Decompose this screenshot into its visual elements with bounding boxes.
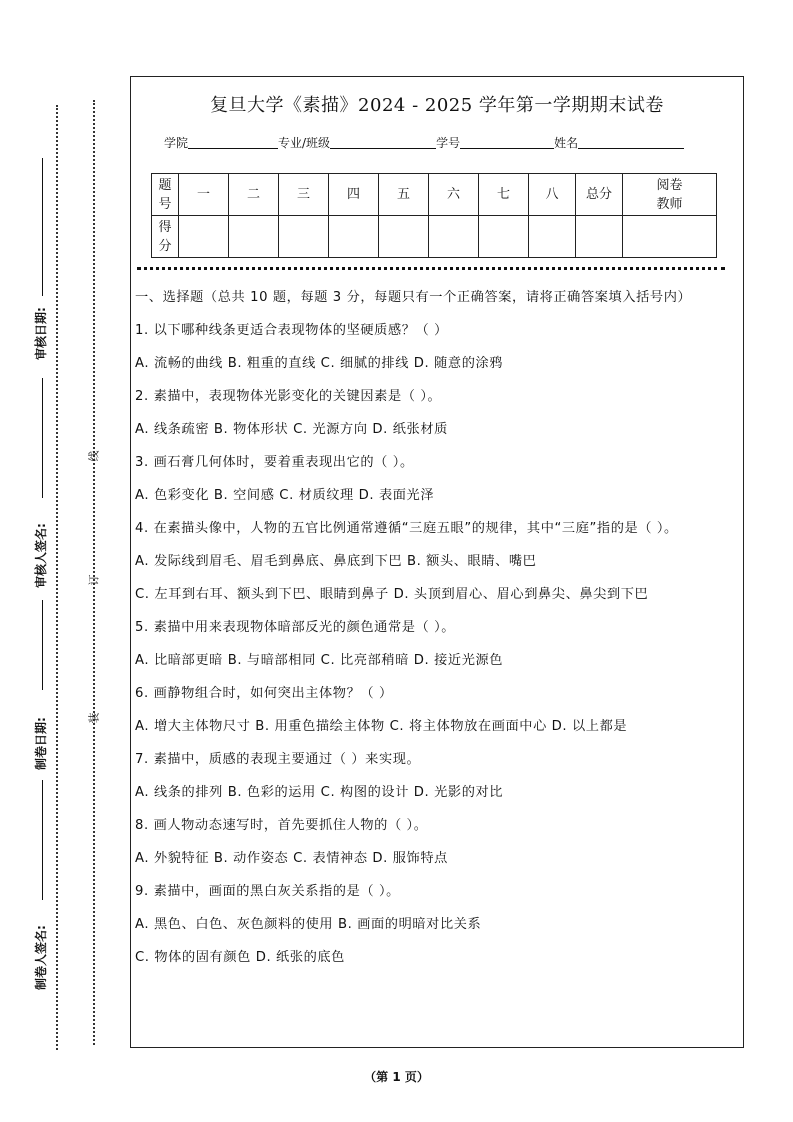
score-cell[interactable] (179, 216, 229, 258)
seal-label-line: 线 (87, 450, 101, 462)
signature-line-review-date (42, 158, 43, 296)
score-cell[interactable] (379, 216, 429, 258)
option-line: A. 线条疏密 B. 物体形状 C. 光源方向 D. 纸张材质 (135, 422, 448, 437)
score-table-header-row (152, 174, 717, 216)
score-header-total: 总分 (576, 174, 623, 216)
option-line: A. 比暗部更暗 B. 与暗部相同 C. 比亮部稍暗 D. 接近光源色 (135, 653, 504, 668)
name-label: 姓名 (554, 136, 579, 150)
score-cell[interactable] (279, 216, 329, 258)
question-line: 5. 素描中用来表现物体暗部反光的颜色通常是（ ）。 (135, 620, 456, 635)
section-heading: 一、选择题（总共 10 题，每题 3 分，每题只有一个正确答案，请将正确答案填入括号内） (135, 290, 692, 305)
score-header-1: 一 (179, 174, 229, 216)
page-number: （第 1 页） (364, 1070, 429, 1084)
reviewer-sign-label: 审核人签名: (34, 523, 48, 588)
review-date-label: 审核日期: (34, 307, 48, 360)
student-id-field[interactable] (460, 136, 554, 149)
major-field[interactable] (330, 136, 436, 149)
option-line: C. 左耳到右耳、额头到下巴、眼睛到鼻子 D. 头顶到眉心、眉心到鼻尖、鼻尖到下巴 (135, 587, 649, 602)
question-line: 3. 画石膏几何体时，要着重表现出它的（ ）。 (135, 455, 414, 470)
score-cell[interactable] (229, 216, 279, 258)
score-cell[interactable] (329, 216, 379, 258)
score-header-4: 四 (329, 174, 379, 216)
option-line: A. 增大主体物尺寸 B. 用重色描绘主体物 C. 将主体物放在画面中心 D. 以上都是 (135, 719, 628, 734)
exam-title: 复旦大学《素描》2024 - 2025 学年第一学期期末试卷 (210, 95, 664, 116)
option-line: A. 线条的排列 B. 色彩的运用 C. 构图的设计 D. 光影的对比 (135, 785, 504, 800)
score-header-6: 六 (429, 174, 479, 216)
question-line: 1. 以下哪种线条更适合表现物体的坚硬质感？（ ） (135, 323, 448, 338)
seal-line-right (93, 100, 95, 1045)
college-field[interactable] (188, 136, 278, 149)
option-line: A. 外貌特征 B. 动作姿态 C. 表情神态 D. 服饰特点 (135, 851, 448, 866)
option-line: A. 流畅的曲线 B. 粗重的直线 C. 细腻的排线 D. 随意的涂鸦 (135, 356, 504, 371)
make-date-label: 制卷日期: (34, 717, 48, 770)
question-line: 2. 素描中，表现物体光影变化的关键因素是（ ）。 (135, 389, 442, 404)
student-info-row (164, 134, 684, 151)
option-line: C. 物体的固有颜色 D. 纸张的底色 (135, 950, 345, 965)
score-header-grader: 阅卷 教师 (623, 174, 717, 216)
score-header-3: 三 (279, 174, 329, 216)
question-line: 9. 素描中，画面的黑白灰关系指的是（ ）。 (135, 884, 400, 899)
seal-label-zhuang: 装 (87, 712, 101, 724)
question-line: 4. 在素描头像中，人物的五官比例通常遵循“三庭五眼”的规律，其中“三庭”指的是（ ）。 (135, 521, 678, 536)
score-header-5: 五 (379, 174, 429, 216)
signature-line-make-date (42, 600, 43, 690)
score-table-score-row (152, 216, 717, 258)
college-label: 学院 (164, 136, 189, 150)
score-table (151, 173, 717, 258)
score-header-tihao: 题 号 (152, 174, 179, 216)
score-header-7: 七 (479, 174, 529, 216)
question-line: 6. 画静物组合时，如何突出主体物？（ ） (135, 686, 393, 701)
name-field[interactable] (578, 136, 684, 149)
maker-sign-label: 制卷人签名: (34, 925, 48, 990)
score-header-8: 八 (529, 174, 576, 216)
major-label: 专业/班级 (278, 136, 331, 150)
option-line: A. 色彩变化 B. 空间感 C. 材质纹理 D. 表面光泽 (135, 488, 435, 503)
question-section (135, 287, 741, 980)
score-cell[interactable] (479, 216, 529, 258)
option-line: A. 黑色、白色、灰色颜料的使用 B. 画面的明暗对比关系 (135, 917, 482, 932)
option-line: A. 发际线到眉毛、眉毛到鼻底、鼻底到下巴 B. 额头、眼睛、嘴巴 (135, 554, 537, 569)
score-cell-grader[interactable] (623, 216, 717, 258)
score-cell-total[interactable] (576, 216, 623, 258)
score-row-label: 得 分 (152, 216, 179, 258)
signature-line-reviewer (42, 378, 43, 498)
dotted-separator (137, 267, 725, 270)
seal-label-ding: 订 (87, 574, 101, 586)
score-cell[interactable] (429, 216, 479, 258)
exam-frame (130, 76, 744, 1048)
score-header-2: 二 (229, 174, 279, 216)
question-line: 8. 画人物动态速写时，首先要抓住人物的（ ）。 (135, 818, 428, 833)
seal-line-left (56, 105, 58, 1050)
score-cell[interactable] (529, 216, 576, 258)
signature-line-maker (42, 780, 43, 900)
question-line: 7. 素描中，质感的表现主要通过（ ）来实现。 (135, 752, 421, 767)
student-id-label: 学号 (436, 136, 461, 150)
